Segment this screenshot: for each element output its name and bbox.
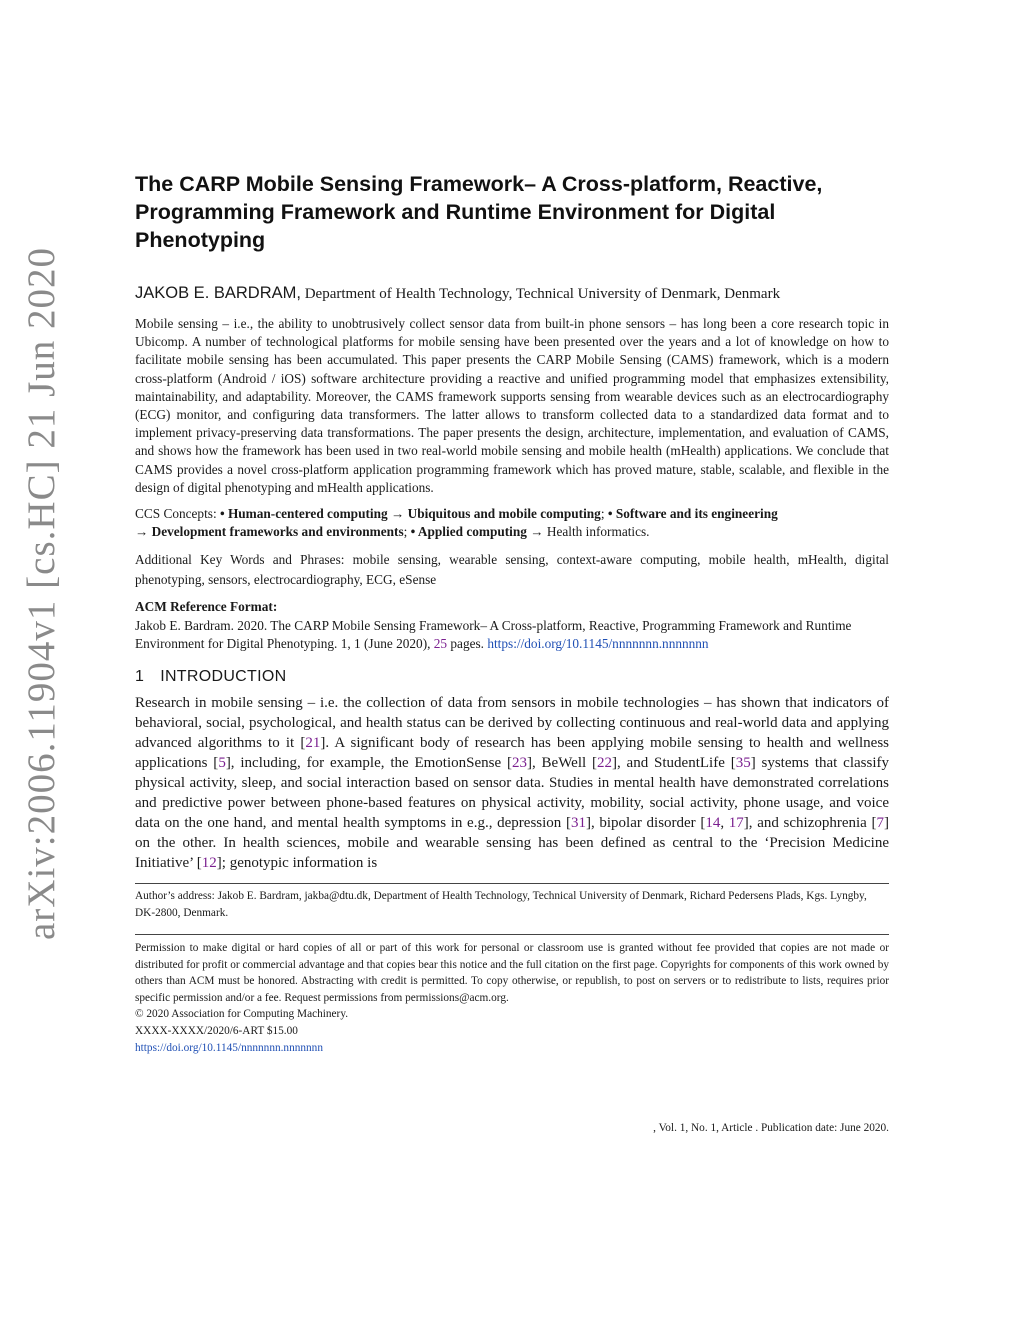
citation-link[interactable]: 23 (511, 755, 527, 772)
footnote-divider (135, 883, 889, 884)
arxiv-identifier-stamp: arXiv:2006.11904v1 [cs.HC] 21 Jun 2020 (20, 246, 63, 940)
intro-text: Research in mobile sensing – i.e. the collection of data from sensors in mobile technologies – has shown that indicators of behavioral, social, psychological, and health status can be derived by collecting continuous and real-world data and applying advanced algorithms to it [ (135, 695, 889, 752)
paper-first-page (135, 170, 889, 1056)
paper-title: The CARP Mobile Sensing Framework– A Cross-platform, Reactive, Programming Framework and Runtime Environment for Digital Phenotyping (135, 172, 823, 252)
citation-link[interactable]: 7 (876, 815, 884, 832)
intro-text: ] on the other. In health sciences, mobile and wearable sensing has been defined as central to the ‘Precision Medicine Initiative’ [ (135, 815, 889, 872)
ccs-concept: • Human-centered computing (219, 506, 388, 522)
section-number: 1 (135, 668, 145, 686)
keywords: Additional Key Words and Phrases: mobile sensing, wearable sensing, context-aware computing, mobile health, mHealth, digital phenotyping, sensors, electrocardiography, ECG, eSense (135, 552, 889, 588)
intro-text: ]. A significant body of research has been applying mobile sensing to health and wellness applications [ (135, 735, 889, 772)
page-footer: , Vol. 1, No. 1, Article . Publication date: June 2020. (653, 1122, 889, 1134)
doi-link[interactable]: https://doi.org/10.1145/nnnnnnn.nnnnnnn (487, 635, 709, 651)
ccs-concept: • Applied computing (410, 524, 527, 540)
ccs-arrow: → (135, 524, 152, 540)
author-address-footnote: Author’s address: Jakob E. Bardram, jakba@dtu.dk, Department of Health Technology, Technical University of Denmark, Richard Pedersens Plads, Kgs. Lyngby, DK-2800, Denmark. (135, 890, 867, 919)
section-heading (135, 667, 889, 687)
author-affiliation: Department of Health Technology, Technical University of Denmark, Denmark (304, 286, 781, 302)
ccs-concept: Development frameworks and environments (151, 524, 404, 540)
ccs-arrow: → (526, 524, 547, 540)
ccs-concept: Health informatics. (546, 524, 650, 540)
price-code: XXXX-XXXX/2020/6-ART $15.00 (135, 1025, 298, 1038)
section-title: INTRODUCTION (160, 668, 287, 686)
page-count-link[interactable]: 25 (433, 635, 448, 651)
author-name: JAKOB E. BARDRAM, (135, 284, 301, 302)
footer-doi-link[interactable]: https://doi.org/10.1145/nnnnnnn.nnnnnnn (135, 1041, 323, 1054)
acm-reference-text: Jakob E. Bardram. 2020. The CARP Mobile Sensing Framework– A Cross-platform, Reactive, Programming Framework and Runtime Environment for Digital Phenotyping. 1, 1 (June 2020), (135, 617, 852, 651)
intro-text: , (720, 815, 729, 832)
acm-reference-heading: ACM Reference Format: (135, 599, 278, 615)
ccs-concept: Ubiquitous and mobile computing (407, 506, 601, 522)
intro-text: ], bipolar disorder [ (585, 815, 706, 832)
citation-link[interactable]: 5 (218, 755, 226, 772)
permission-notice: Permission to make digital or hard copies of all or part of this work for personal or classroom use is granted without fee provided that copies are not made or distributed for profit or commercial advantage and that copies bear this notice and the full citation on the first page. Copyrights for components of this work owned by others than ACM must be honored. Abstracting with credit is permitted. To copy otherwise, or republish, to post on servers or to redistribute to lists, requires prior specific permission and/or a fee. Request permissions from permissions@acm.org. (135, 942, 889, 1004)
abstract: Mobile sensing – i.e., the ability to unobtrusively collect sensor data from built-in phone sensors – has long been a core research topic in Ubicomp. A number of technological platforms for mobile sensing have been presented over the years and a lot of knowledge on how to facilitate mobile sensing has been accumulated. This paper presents the CARP Mobile Sensing (CAMS) framework, which is a modern cross-platform (Android / iOS) software architecture providing a reactive and unified programming model that emphasizes extensibility, maintainability, and adaptability. Moreover, the CAMS framework supports sensing from wearable devices such as an electrocardiography (ECG) monitor, and configuring data transformers. The latter allows to transform collected data to a standardized data format and to implement privacy-preserving data transformations. The paper presents the design, architecture, implementation, and evaluation of CAMS, and shows how the framework has been used in two real-world mobile sensing and mobile health (mHealth) applications. We conclude that CAMS provides a novel cross-platform application programming framework which has proved mature, stable, scalable, and flexible in the design of digital phenotyping and mHealth applications. (135, 316, 889, 495)
intro-text: ]; genotypic information is (216, 855, 378, 872)
ccs-arrow: → (387, 506, 408, 522)
author-line (135, 283, 889, 304)
copyright-notice: © 2020 Association for Computing Machinery. (135, 1008, 349, 1021)
introduction-paragraph (135, 693, 889, 873)
citation-link[interactable]: 21 (305, 735, 321, 752)
intro-text: ] systems that classify physical activity, sleep, and social interaction based on sensor data. Studies in mental health have demonstrated correlations and predictive power between phone-based features on physical activity, mobility, social activity, phone usage, and voice data on the one hand, and mental health symptoms in e.g., depression [ (135, 755, 889, 832)
intro-text: ], and schizophrenia [ (743, 815, 877, 832)
intro-text: ], including, for example, the EmotionSense [ (225, 755, 512, 772)
ccs-separator: ; (600, 506, 608, 522)
citation-link[interactable]: 22 (596, 755, 612, 772)
citation-link[interactable]: 35 (735, 755, 751, 772)
permission-divider (135, 934, 889, 935)
intro-text: ], and StudentLife [ (611, 755, 736, 772)
citation-link[interactable]: 31 (570, 815, 586, 832)
intro-text: ], BeWell [ (526, 755, 597, 772)
acm-reference (135, 598, 889, 653)
citation-link[interactable]: 12 (201, 855, 217, 872)
citation-link[interactable]: 17 (728, 815, 744, 832)
ccs-label: CCS Concepts: (135, 506, 217, 522)
ccs-concepts (135, 505, 889, 541)
ccs-separator: ; (403, 524, 411, 540)
acm-reference-pages-suffix: pages. (447, 635, 488, 651)
citation-link[interactable]: 14 (705, 815, 721, 832)
ccs-concept: • Software and its engineering (607, 506, 778, 522)
